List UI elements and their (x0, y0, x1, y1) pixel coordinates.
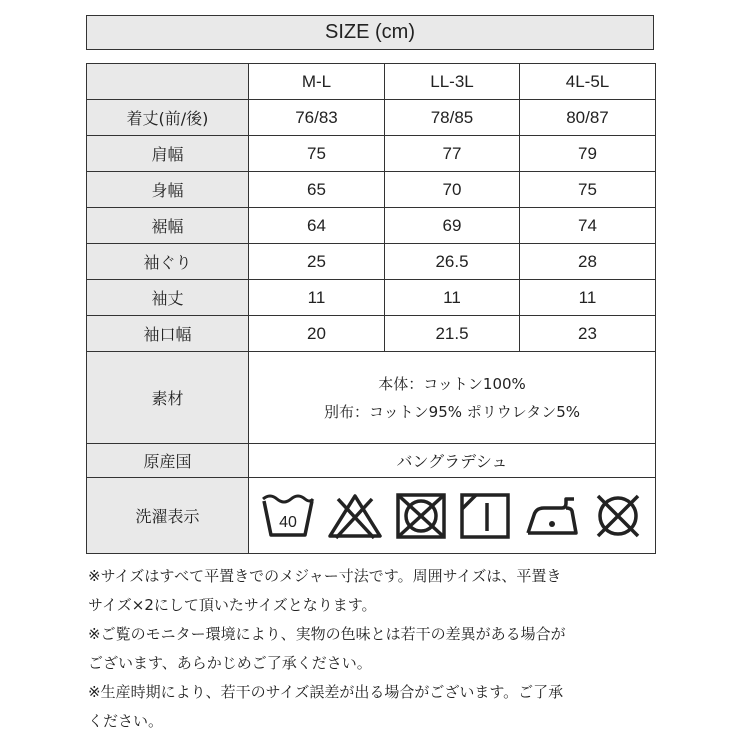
row-label: 原産国 (87, 444, 249, 478)
measure-cell: 25 (249, 244, 385, 280)
table-row (87, 280, 656, 316)
measure-cell: 11 (520, 280, 656, 316)
row-label: 裾幅 (87, 208, 249, 244)
measure-cell: 70 (385, 172, 520, 208)
row-label: 素材 (87, 352, 249, 444)
table-row (87, 172, 656, 208)
measure-cell: 69 (385, 208, 520, 244)
table-row (87, 136, 656, 172)
row-label: 着丈(前/後) (87, 100, 249, 136)
measure-cell: 21.5 (385, 316, 520, 352)
measure-cell: 11 (249, 280, 385, 316)
measure-cell: 20 (249, 316, 385, 352)
care-row (87, 478, 656, 554)
measure-cell: 11 (385, 280, 520, 316)
line-dry-shade-icon (458, 491, 512, 541)
note-line: ※サイズはすべて平置きでのメジャー寸法です。周囲サイズは、平置き (88, 567, 562, 585)
measure-cell: 26.5 (385, 244, 520, 280)
notes (88, 562, 658, 736)
measure-cell: 75 (520, 172, 656, 208)
wash-40-icon (260, 491, 316, 541)
note-line: ございます、あらかじめご了承ください。 (88, 654, 372, 672)
measure-cell: 65 (249, 172, 385, 208)
material-line: 本体：コットン100% (378, 374, 526, 393)
no-tumble-dry-icon (394, 491, 448, 541)
measure-cell: 23 (520, 316, 656, 352)
size-col-header: LL-3L (385, 64, 520, 100)
origin-row (87, 444, 656, 478)
iron-low-icon (522, 491, 582, 541)
note-line: ※生産時期により、若干のサイズ誤差が出る場合がございます。ご了承 (88, 683, 564, 701)
measure-cell: 80/87 (520, 100, 656, 136)
material-cell (249, 352, 656, 444)
measure-cell: 75 (249, 136, 385, 172)
row-label: 袖丈 (87, 280, 249, 316)
table-row (87, 316, 656, 352)
measure-cell: 76/83 (249, 100, 385, 136)
measure-cell: 79 (520, 136, 656, 172)
care-cell (249, 478, 656, 554)
note-line: ください。 (88, 712, 164, 730)
note-line: サイズ×2にして頂いたサイズとなります。 (88, 596, 377, 614)
table-row (87, 208, 656, 244)
wash-temp-label: 40 (279, 513, 297, 531)
size-table (86, 63, 656, 554)
table-row (87, 244, 656, 280)
note-line: ※ご覧のモニター環境により、実物の色味とは若干の差異がある場合が (88, 625, 566, 643)
measure-cell: 64 (249, 208, 385, 244)
size-title: SIZE (cm) (86, 15, 654, 50)
material-row (87, 352, 656, 444)
measure-cell: 28 (520, 244, 656, 280)
no-bleach-icon (326, 491, 384, 541)
row-label: 袖ぐり (87, 244, 249, 280)
corner-cell (87, 64, 249, 100)
size-header-row (87, 64, 656, 100)
size-col-header: 4L-5L (520, 64, 656, 100)
no-dry-clean-icon (592, 491, 644, 541)
row-label: 身幅 (87, 172, 249, 208)
measure-cell: 78/85 (385, 100, 520, 136)
row-label: 袖口幅 (87, 316, 249, 352)
measure-cell: 74 (520, 208, 656, 244)
material-line: 別布：コットン95% ポリウレタン5% (323, 402, 580, 421)
measure-cell: 77 (385, 136, 520, 172)
row-label: 肩幅 (87, 136, 249, 172)
size-col-header: M-L (249, 64, 385, 100)
table-row (87, 100, 656, 136)
origin-cell: バングラデシュ (249, 444, 656, 478)
row-label: 洗濯表示 (87, 478, 249, 554)
